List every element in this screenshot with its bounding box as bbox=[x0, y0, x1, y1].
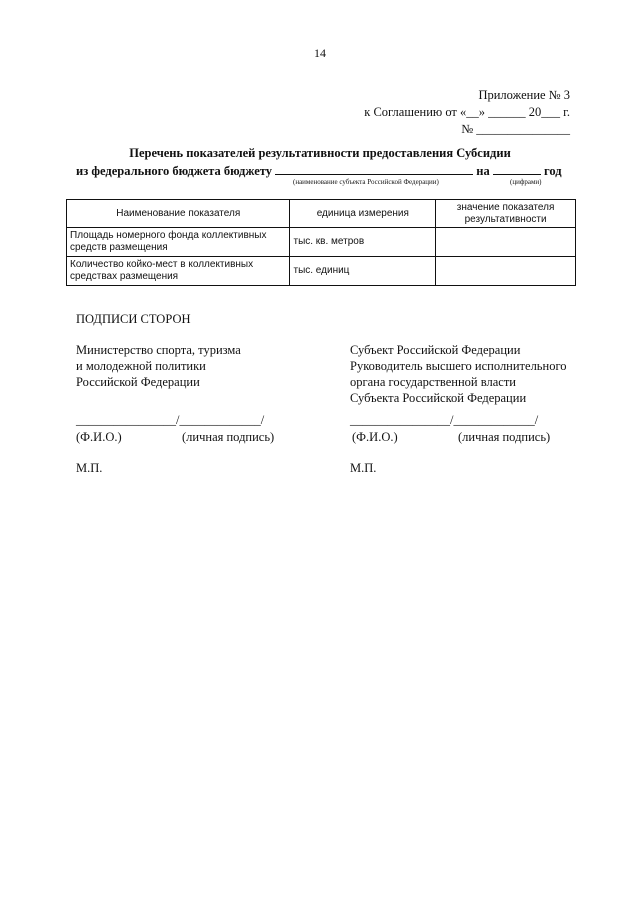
right-party-org bbox=[350, 342, 567, 406]
subject-hint: (наименование субъекта Российской Федерации) bbox=[293, 178, 439, 186]
left-fio-label: (Ф.И.О.) bbox=[76, 430, 122, 444]
indicator-unit: тыс. единиц bbox=[290, 257, 436, 286]
title-prefix: из федерального бюджета бюджету bbox=[76, 164, 272, 178]
year-blank bbox=[493, 163, 541, 175]
agreement-reference: к Соглашению от «__» ______ 20___ г. bbox=[364, 105, 570, 119]
right-fio-label: (Ф.И.О.) bbox=[352, 430, 398, 444]
agreement-number: № _______________ bbox=[461, 122, 570, 136]
indicator-name: Количество койко-мест в коллективных средствах размещения bbox=[67, 257, 290, 286]
title-year: год bbox=[543, 164, 562, 178]
right-signature-line: ________________/_____________/ bbox=[350, 413, 539, 427]
left-org-line: Российской Федерации bbox=[76, 375, 200, 389]
appendix-label: Приложение № 3 bbox=[478, 88, 570, 102]
header-unit: единица измерения bbox=[290, 200, 436, 228]
right-sign-label: (личная подпись) bbox=[458, 430, 551, 444]
signatures-heading: ПОДПИСИ СТОРОН bbox=[76, 312, 191, 326]
right-org-line: органа государственной власти bbox=[350, 375, 516, 389]
document-title: Перечень показателей результативности предоставления Субсидии bbox=[129, 146, 511, 160]
left-org-line: Министерство спорта, туризма bbox=[76, 343, 241, 357]
table-header-row bbox=[67, 200, 576, 228]
left-sign-label: (личная подпись) bbox=[182, 430, 275, 444]
indicator-unit: тыс. кв. метров bbox=[290, 228, 436, 257]
digits-hint: (цифрами) bbox=[510, 178, 542, 186]
indicator-value bbox=[436, 257, 576, 286]
indicators-table bbox=[66, 199, 576, 286]
page-number: 14 bbox=[314, 46, 326, 60]
title-line2 bbox=[76, 163, 562, 179]
table-row bbox=[67, 228, 576, 257]
left-party-org bbox=[76, 342, 241, 390]
left-stamp: М.П. bbox=[76, 461, 103, 475]
table-row bbox=[67, 257, 576, 286]
subject-blank bbox=[275, 163, 473, 175]
right-org-line: Субъекта Российской Федерации bbox=[350, 391, 527, 405]
right-org-line: Руководитель высшего исполнительного bbox=[350, 359, 567, 373]
right-org-line: Субъект Российской Федерации bbox=[350, 343, 521, 357]
title-on: на bbox=[476, 164, 490, 178]
left-signature-line: ________________/_____________/ bbox=[76, 413, 265, 427]
right-stamp: М.П. bbox=[350, 461, 377, 475]
indicator-name: Площадь номерного фонда коллективных средств размещения bbox=[67, 228, 290, 257]
header-value: значение показателя результативности bbox=[436, 200, 576, 228]
indicator-value bbox=[436, 228, 576, 257]
header-indicator-name: Наименование показателя bbox=[67, 200, 290, 228]
left-org-line: и молодежной политики bbox=[76, 359, 206, 373]
